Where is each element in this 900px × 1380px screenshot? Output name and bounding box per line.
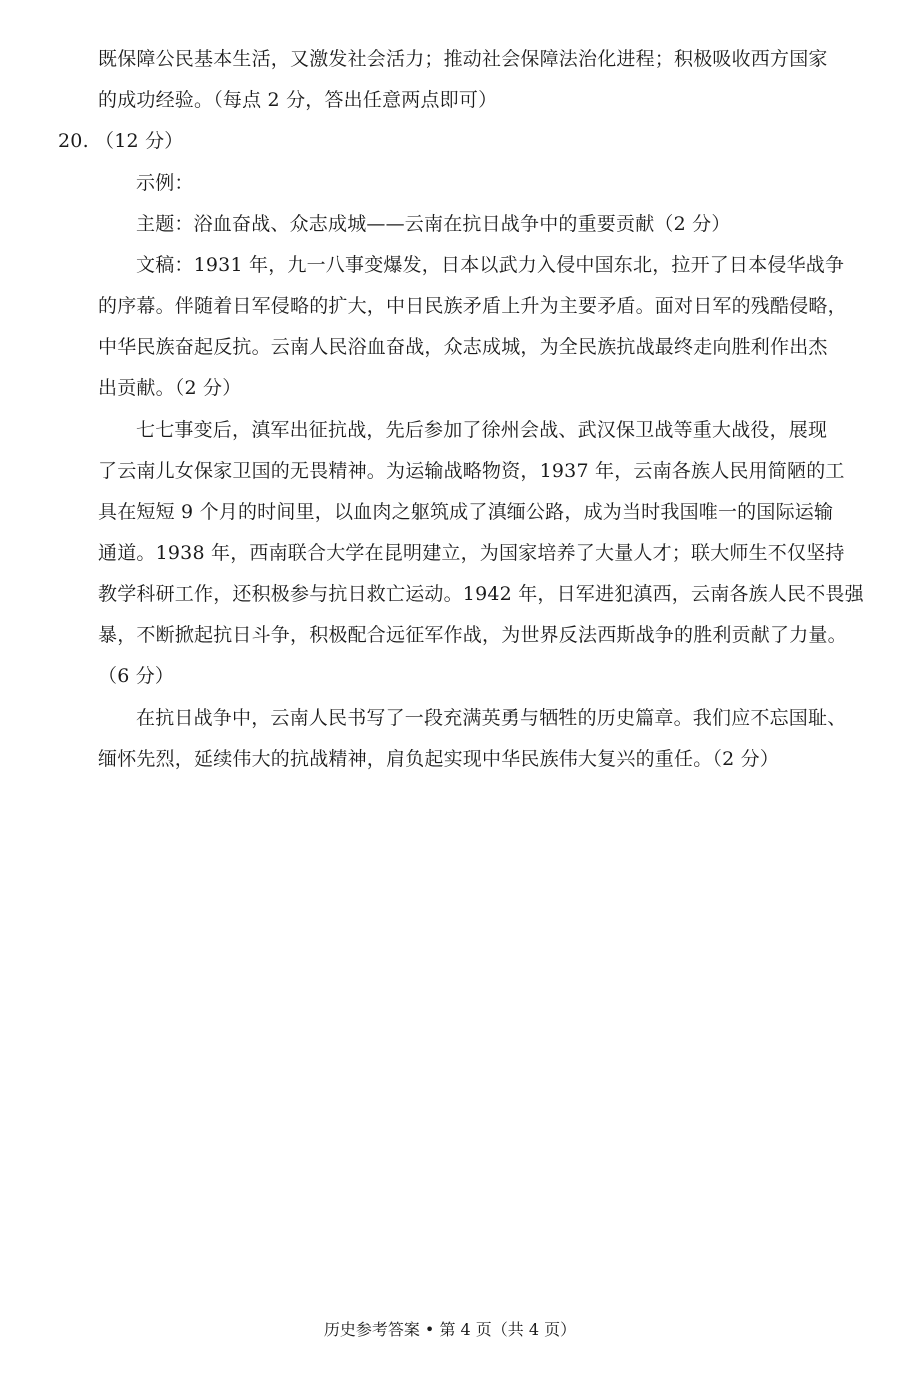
example-label: 示例： — [136, 172, 194, 194]
draft-para1-line-4: 出贡献。（2 分） — [98, 377, 242, 399]
intro-line-1: 既保障公民基本生活，又激发社会活力；推动社会保障法治化进程；积极吸收西方国家 — [98, 48, 828, 70]
draft-para2-line-1: 七七事变后，滇军出征抗战，先后参加了徐州会战、武汉保卫战等重大战役，展现 — [136, 419, 828, 441]
draft-para1-line-1: 文稿：1931 年，九一八事变爆发，日本以武力入侵中国东北，拉开了日本侵华战争 — [136, 254, 845, 276]
draft-para1-line-2: 的序幕。伴随着日军侵略的扩大，中日民族矛盾上升为主要矛盾。面对日军的残酷侵略， — [98, 295, 847, 317]
theme-line: 主题：浴血奋战、众志成城——云南在抗日战争中的重要贡献（2 分） — [136, 213, 731, 235]
draft-para2-line-3: 具在短短 9 个月的时间里，以血肉之躯筑成了滇缅公路，成为当时我国唯一的国际运输 — [98, 501, 834, 523]
draft-para3-line-1: 在抗日战争中，云南人民书写了一段充满英勇与牺牲的历史篇章。我们应不忘国耻、 — [136, 707, 847, 729]
intro-line-2: 的成功经验。（每点 2 分，答出任意两点即可） — [98, 89, 498, 111]
draft-para2-line-6: 暴，不断掀起抗日斗争，积极配合远征军作战，为世界反法西斯战争的胜利贡献了力量。 — [98, 624, 847, 646]
draft-para3-line-2: 缅怀先烈，延续伟大的抗战精神，肩负起实现中华民族伟大复兴的重任。（2 分） — [98, 748, 780, 770]
draft-para2-line-2: 了云南儿女保家卫国的无畏精神。为运输战略物资，1937 年，云南各族人民用简陋的工 — [98, 460, 845, 482]
draft-para2-line-7: （6 分） — [98, 665, 175, 687]
draft-para2-line-4: 通道。1938 年，西南联合大学在昆明建立，为国家培养了大量人才；联大师生不仅坚持 — [98, 542, 845, 564]
draft-para1-line-3: 中华民族奋起反抗。云南人民浴血奋战，众志成城，为全民族抗战最终走向胜利作出杰 — [98, 336, 828, 358]
page-footer: 历史参考答案 • 第 4 页（共 4 页） — [323, 1320, 577, 1339]
draft-para2-line-5: 教学科研工作，还积极参与抗日救亡运动。1942 年，日军进犯滇西，云南各族人民不畏强 — [98, 583, 864, 605]
question-20-header: 20. （12 分） — [58, 130, 184, 152]
